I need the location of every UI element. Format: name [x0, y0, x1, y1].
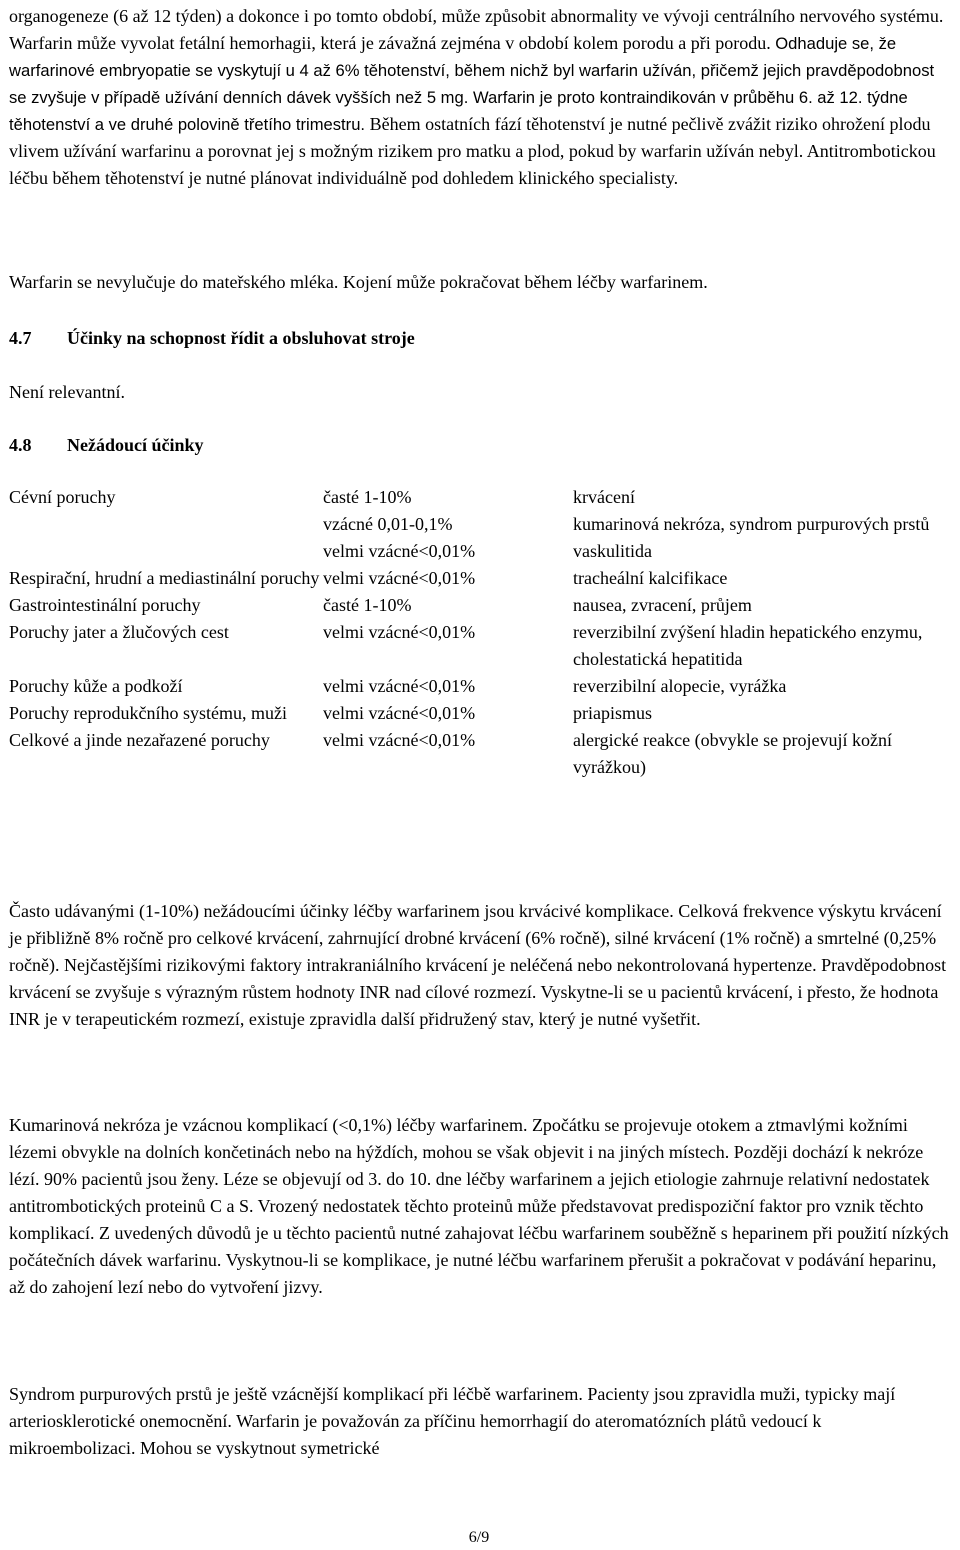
- table-row: [9, 592, 949, 619]
- organ-class-cell: Gastrointestinální poruchy: [9, 595, 201, 615]
- effect-cell: kumarinová nekróza, syndrom purpurových prstů: [573, 514, 930, 534]
- section-heading-4-7: [9, 325, 415, 352]
- effect-cell: tracheální kalcifikace: [573, 568, 728, 588]
- pregnancy-text-1: organogeneze (6 až 12 týden) a dokonce i po tomto období, může způsobit abnormality ve vývoji centrálního nervového systému. Warfarin může vyvolat fetální hemorhagii, která je závažná zejména v období kolem porodu a při porodu.: [9, 6, 944, 53]
- page-number: 6/9: [468, 1529, 490, 1546]
- table-row: [9, 727, 949, 781]
- section-number: 4.8: [9, 435, 32, 455]
- effect-cell: priapismus: [573, 703, 652, 723]
- bleeding-paragraph: Často udávanými (1-10%) nežádoucími účinky léčby warfarinem jsou krvácivé komplikace. Celková frekvence výskytu krvácení je přibližně 8% ročně pro celkové krvácení, zahrnující drobné krvácení (6% ročně), silné krvácení (1% ročně) a smrtelné (0,25% ročně). Nejčastějšími rizikovými faktory intrakraniálního krvácení je neléčená nebo nekontrolovaná hypertenze. Pravděpodobnost krvácení se zvyšuje s výrazným růstem hodnoty INR nad cílové rozmezí. Vyskytne-li se u pacientů krvácení, i přesto, že hodnota INR je v terapeutickém rozmezí, existuje zpravidla další přidružený stav, který je nutné vyšetřit.: [9, 901, 947, 1029]
- table-row: [9, 619, 949, 673]
- pregnancy-text-2: Odhaduje se, že warfarinové embryopatie se vyskytují u 4 až 6% těhotenství, během nichž byl warfarin užíván, přičemž jejich pravděpodobnost se zvyšuje v případě užívání denních dávek vyšších než 5 mg. Warfarin je proto kontraindikován v průběhu 6. až 12. týdne těhotenství a ve druhé polovině třetího trimestru.: [9, 34, 935, 134]
- organ-class-cell: Respirační, hrudní a mediastinální poruchy: [9, 568, 320, 588]
- pregnancy-text-3: Během ostatních fází těhotenství je nutné pečlivě zvážit riziko ohrožení plodu vlivem užívání warfarinu a porovnat jej s možným rizikem pro matku a plod, pokud by warfarin užíván nebyl. Antitrombotickou léčbu během těhotenství je nutné plánovat individuálně pod dohledem klinického specialisty.: [9, 114, 936, 188]
- organ-class-cell: Poruchy reprodukčního systému, muži: [9, 703, 287, 723]
- effect-cell: krvácení: [573, 487, 635, 507]
- section-title: Účinky na schopnost řídit a obsluhovat stroje: [67, 328, 415, 348]
- organ-class-cell: [9, 538, 323, 565]
- frequency-cell: velmi vzácné<0,01%: [323, 541, 476, 561]
- table-row: [9, 673, 949, 700]
- frequency-cell: velmi vzácné<0,01%: [323, 676, 476, 696]
- organ-class-cell: Poruchy kůže a podkoží: [9, 676, 183, 696]
- frequency-cell: časté 1-10%: [323, 487, 412, 507]
- section-heading-4-8: [9, 432, 204, 459]
- effect-cell: vaskulitida: [573, 541, 652, 561]
- section-title: Nežádoucí účinky: [67, 435, 204, 455]
- section-number: 4.7: [9, 328, 32, 348]
- lactation-paragraph: Warfarin se nevylučuje do mateřského mléka. Kojení může pokračovat během léčby warfarinem.: [9, 272, 708, 292]
- frequency-cell: časté 1-10%: [323, 595, 412, 615]
- frequency-cell: velmi vzácné<0,01%: [323, 703, 476, 723]
- frequency-cell: vzácné 0,01-0,1%: [323, 514, 453, 534]
- organ-class-cell: Cévní poruchy: [9, 487, 116, 507]
- organ-class-cell: Celkové a jinde nezařazené poruchy: [9, 730, 270, 750]
- organ-class-cell: Poruchy jater a žlučových cest: [9, 622, 229, 642]
- pregnancy-paragraph: [9, 3, 949, 192]
- table-row: [9, 511, 949, 538]
- effect-cell: nausea, zvracení, průjem: [573, 595, 752, 615]
- table-row: [9, 538, 949, 565]
- frequency-cell: velmi vzácné<0,01%: [323, 622, 476, 642]
- frequency-cell: velmi vzácné<0,01%: [323, 730, 476, 750]
- effect-cell: reverzibilní zvýšení hladin hepatického enzymu, cholestatická hepatitida: [573, 622, 923, 669]
- table-row: [9, 565, 949, 592]
- organ-class-cell: [9, 511, 323, 538]
- table-row: [9, 700, 949, 727]
- effect-cell: alergické reakce (obvykle se projevují kožní vyrážkou): [573, 730, 893, 777]
- frequency-cell: velmi vzácné<0,01%: [323, 568, 476, 588]
- driving-paragraph: Není relevantní.: [9, 382, 125, 402]
- adverse-effects-table: [9, 484, 949, 781]
- purple-toe-paragraph: Syndrom purpurových prstů je ještě vzácnější komplikací při léčbě warfarinem. Pacienty jsou zpravidla muži, typicky mají arteriosklerotické onemocnění. Warfarin je považován za příčinu hemorrhagií do ateromatózních plátů vedoucí k mikroembolizaci. Mohou se vyskytnout symetrické: [9, 1384, 896, 1458]
- necrosis-paragraph: Kumarinová nekróza je vzácnou komplikací (<0,1%) léčby warfarinem. Zpočátku se projevuje otokem a ztmavlými kožními lézemi obvykle na dolních končetinách nebo na hýždích, mohou se však objevit i na jiných místech. Později dochází k nekróze lézí. 90% pacientů jsou ženy. Léze se objevují od 3. do 10. dne léčby warfarinem a jejich etiologie zahrnuje relativní nedostatek antitrombotických proteinů C a S. Vrozený nedostatek těchto proteinů může představovat predispoziční faktor pro vznik těchto komplikací. Z uvedených důvodů je u těchto pacientů nutné zahajovat léčbu warfarinem souběžně s heparinem při použití nízkých počátečních dávek warfarinu. Vyskytnou-li se komplikace, je nutné léčbu warfarinem přerušit a pokračovat v podávání heparinu, až do zahojení lezí nebo do vytvoření jizvy.: [9, 1115, 949, 1297]
- effect-cell: reverzibilní alopecie, vyrážka: [573, 676, 787, 696]
- adverse-effects-table-body: [9, 484, 949, 781]
- table-row: [9, 484, 949, 511]
